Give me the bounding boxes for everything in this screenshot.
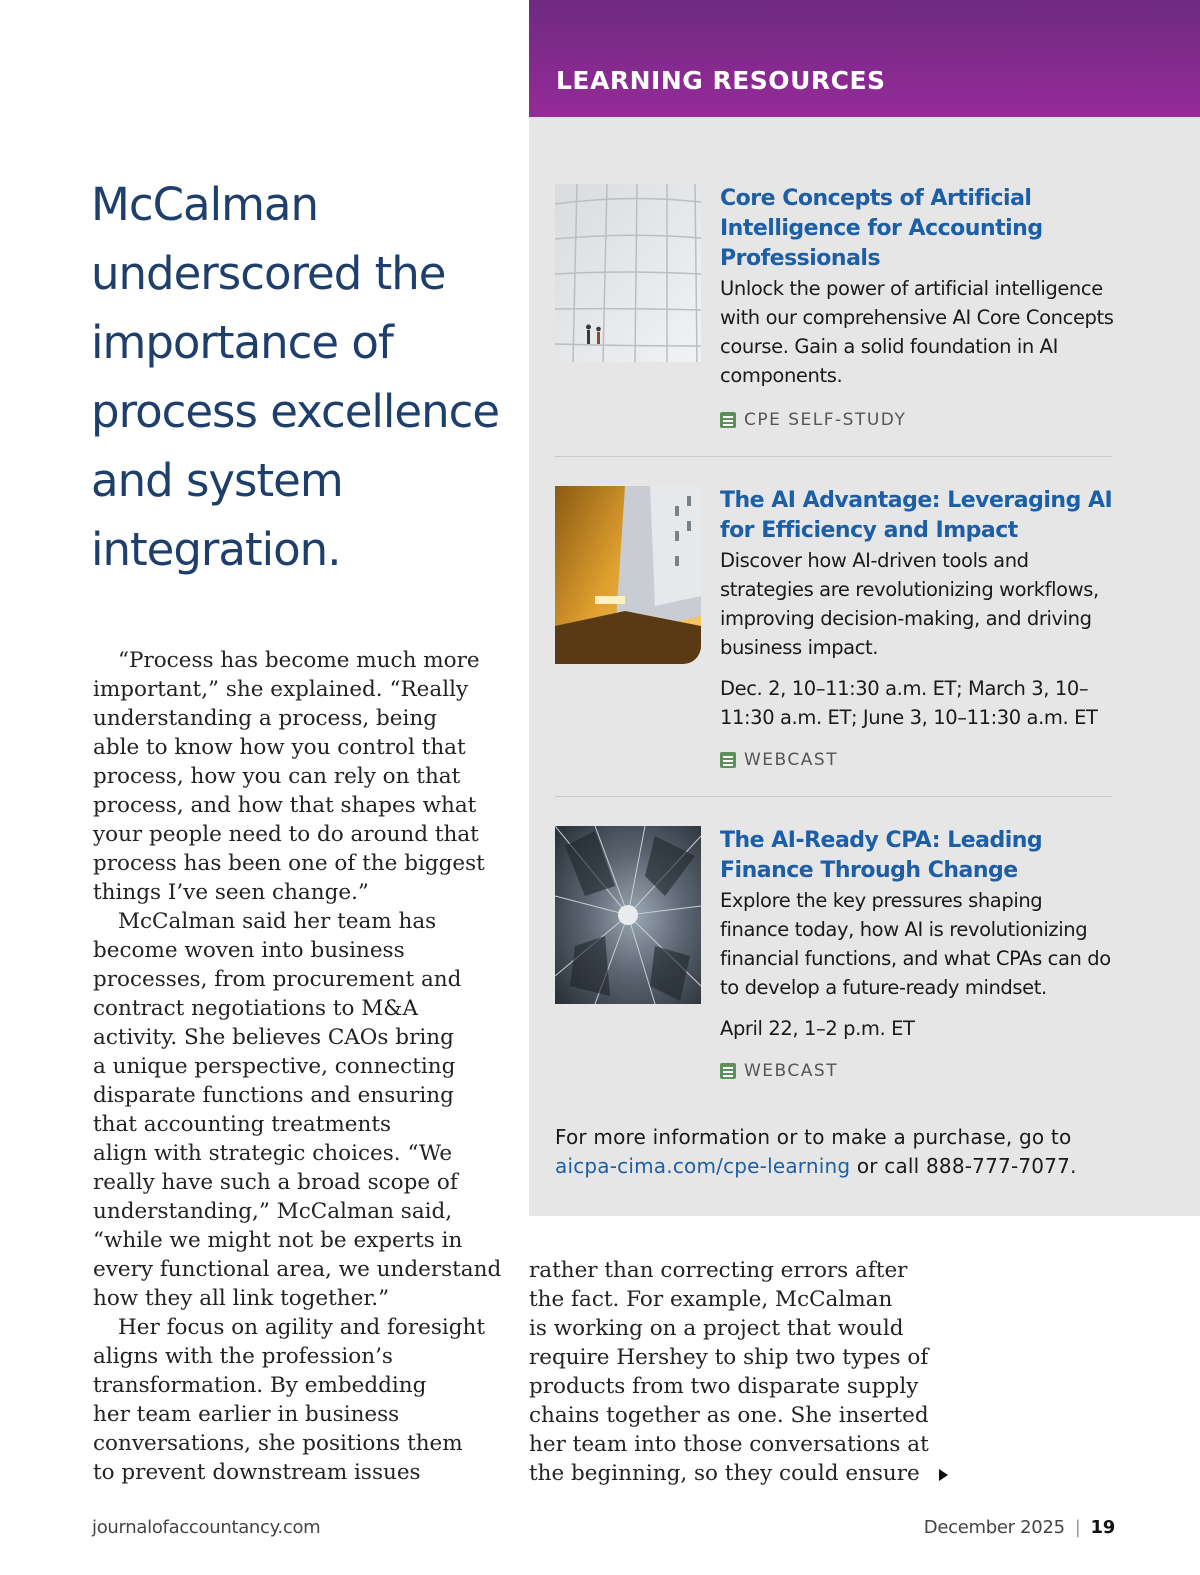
document-icon <box>720 1063 736 1079</box>
resource-dates: April 22, 1–2 p.m. ET <box>720 1017 915 1040</box>
resource-title[interactable]: The AI-Ready CPA: Leading Finance Through Change <box>720 828 1043 883</box>
body-line: her team into those conversations at <box>529 1432 929 1457</box>
body-line: transformation. By embedding <box>93 1373 427 1398</box>
body-line: is working on a project that would <box>529 1316 904 1341</box>
page-number: 19 <box>1090 1517 1115 1538</box>
body-line: conversations, she positions them <box>93 1431 463 1456</box>
resource-thumbnail <box>555 486 701 664</box>
resource-type <box>720 750 1115 770</box>
body-line: chains together as one. She inserted <box>529 1403 929 1428</box>
footer-folio <box>924 1517 1115 1538</box>
sidebar-title: LEARNING RESOURCES <box>556 66 886 95</box>
body-line: really have such a broad scope of <box>93 1170 458 1195</box>
body-line: require Hershey to ship two types of <box>529 1345 929 1370</box>
body-line: products from two disparate supply <box>529 1374 919 1399</box>
divider <box>555 796 1112 797</box>
body-line: to prevent downstream issues <box>93 1460 421 1485</box>
resource-description: Explore the key pressures shaping finance today, how AI is revolutionizing financial functions, and what CPAs can do to develop a future-ready mindset. <box>720 889 1111 999</box>
body-line: contract negotiations to M&A <box>93 996 418 1021</box>
body-line: activity. She believes CAOs bring <box>93 1025 454 1050</box>
resource-description: Discover how AI-driven tools and strategies are revolutionizing workflows, improving decision-making, and driving business impact. <box>720 549 1099 659</box>
resource-title[interactable]: The AI Advantage: Leveraging AI for Efficiency and Impact <box>720 488 1113 543</box>
divider <box>555 456 1112 457</box>
body-line: that accounting treatments <box>93 1112 392 1137</box>
resource-description: Unlock the power of artificial intelligence with our comprehensive AI Core Concepts course. Gain a solid foundation in AI components. <box>720 277 1114 387</box>
sidebar-header <box>529 0 1200 117</box>
pull-quote-line: underscored the <box>91 247 446 300</box>
body-line: aligns with the profession’s <box>93 1344 393 1369</box>
resource-type <box>720 1061 1115 1081</box>
continue-arrow-icon <box>936 1467 950 1483</box>
resource-type-label: CPE SELF-STUDY <box>744 410 907 430</box>
body-line: become woven into business <box>93 938 405 963</box>
pull-quote-line: importance of <box>91 316 393 369</box>
resource-type-label: WEBCAST <box>744 750 839 770</box>
article-body-left <box>93 646 513 1487</box>
body-line: every functional area, we understand <box>93 1257 502 1282</box>
footer-date: December 2025 <box>923 1517 1065 1538</box>
resource-type <box>720 410 1115 430</box>
pull-quote-line: McCalman <box>91 178 318 231</box>
body-line: how they all link together.” <box>93 1286 390 1311</box>
body-line: Her focus on agility and foresight <box>118 1315 486 1340</box>
body-line: a unique perspective, connecting <box>93 1054 456 1079</box>
body-line: her team earlier in business <box>93 1402 400 1427</box>
resource-thumbnail <box>555 184 701 362</box>
body-line: your people need to do around that <box>93 822 479 847</box>
body-line: the beginning, so they could ensure <box>529 1461 920 1486</box>
resource-type-label: WEBCAST <box>744 1061 839 1081</box>
resource-dates: Dec. 2, 10–11:30 a.m. ET; March 3, 10–11:30 a.m. ET; June 3, 10–11:30 a.m. ET <box>720 677 1098 729</box>
pull-quote-line: process excellence <box>91 385 500 438</box>
cpe-learning-link[interactable]: aicpa-cima.com/cpe-learning <box>555 1154 851 1178</box>
document-icon <box>720 412 736 428</box>
learning-resources-sidebar <box>529 0 1200 1216</box>
body-line: able to know how you control that <box>93 735 466 760</box>
body-line: “while we might not be experts in <box>93 1228 463 1253</box>
body-line: align with strategic choices. “We <box>93 1141 453 1166</box>
article-body-right <box>529 1256 949 1488</box>
body-line: understanding,” McCalman said, <box>93 1199 453 1224</box>
body-line: McCalman said her team has <box>118 909 437 934</box>
body-line: understanding a process, being <box>93 706 437 731</box>
resource-title[interactable]: Core Concepts of Artificial Intelligence for Accounting Professionals <box>720 186 1043 271</box>
body-line: process, and how that shapes what <box>93 793 477 818</box>
more-info <box>555 1123 1155 1181</box>
body-line: the fact. For example, McCalman <box>529 1287 893 1312</box>
pull-quote-line: and system <box>91 454 343 507</box>
body-line: rather than correcting errors after <box>529 1258 908 1283</box>
body-line: things I’ve seen change.” <box>93 880 369 905</box>
body-line: process, how you can rely on that <box>93 764 461 789</box>
resource-thumbnail <box>555 826 701 1004</box>
document-icon <box>720 752 736 768</box>
more-info-phone: or call 888-777-7077. <box>850 1154 1077 1178</box>
footer-site: journalofaccountancy.com <box>92 1517 321 1538</box>
body-line: “Process has become much more <box>118 648 480 673</box>
footer-separator: | <box>1074 1517 1081 1538</box>
body-line: important,” she explained. “Really <box>93 677 469 702</box>
body-line: processes, from procurement and <box>93 967 462 992</box>
body-line: process has been one of the biggest <box>93 851 485 876</box>
pull-quote-line: integration. <box>91 523 341 576</box>
pull-quote <box>91 170 511 584</box>
body-line: disparate functions and ensuring <box>93 1083 454 1108</box>
more-info-text: For more information or to make a purchase, go to <box>555 1125 1072 1149</box>
